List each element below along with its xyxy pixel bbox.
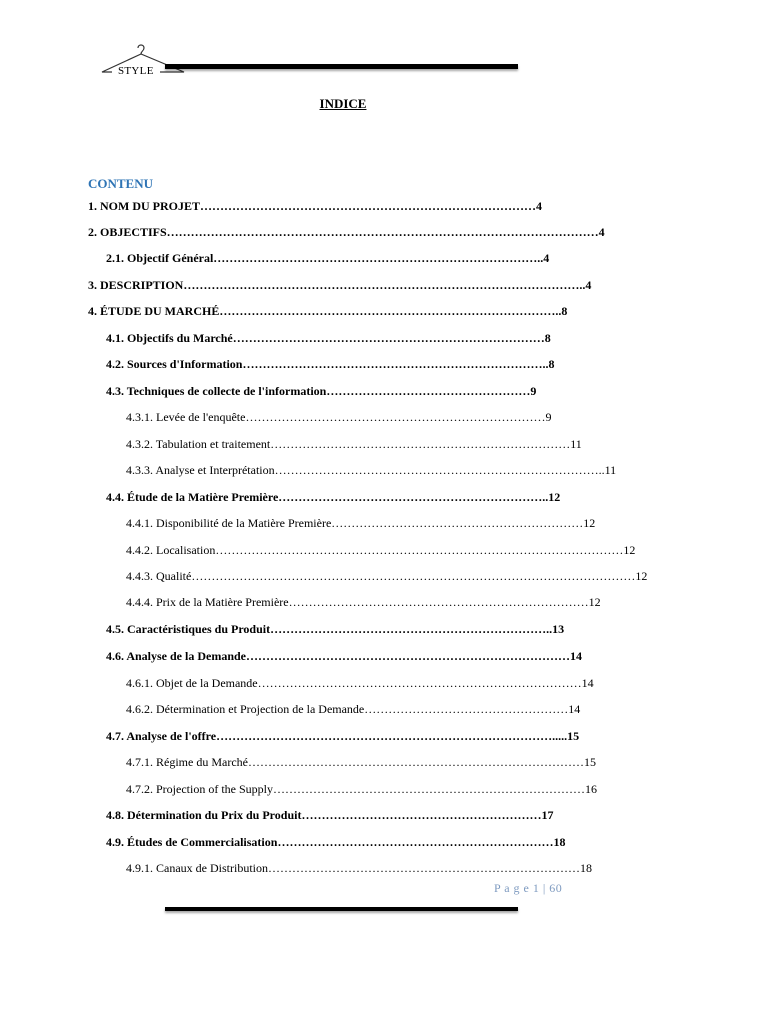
toc-entry[interactable]: 4.3.2. Tabulation et traitement…………………………………………………………………11 bbox=[126, 437, 582, 451]
logo-text: STYLE bbox=[118, 65, 154, 77]
footer-rule bbox=[165, 907, 518, 911]
toc-entry[interactable]: 4.4.1. Disponibilité de la Matière Première………………………………………………………12 bbox=[126, 516, 596, 530]
toc-entry[interactable]: 4.9.1. Canaux de Distribution……………………………………………………………………18 bbox=[126, 861, 592, 875]
toc-heading: CONTENU bbox=[88, 176, 154, 191]
toc-entry[interactable]: 2. OBJECTIFS………………………………………………………………………………………………4 bbox=[88, 225, 605, 239]
toc-entry[interactable]: 4.6.2. Détermination et Projection de la Demande……………………………………………14 bbox=[126, 702, 581, 716]
toc-entry[interactable]: 4.7.1. Régime du Marché…………………………………………………………………………15 bbox=[126, 755, 596, 769]
toc-entry[interactable]: 4.4.2. Localisation…………………………………………………………………………………………12 bbox=[126, 543, 636, 557]
toc-entry[interactable]: 4.3.1. Levée de l'enquête…………………………………………………………………9 bbox=[126, 410, 552, 424]
toc-entry[interactable]: 4. ÉTUDE DU MARCHÉ…………………………………………………………………………..8 bbox=[88, 304, 568, 318]
toc-entry[interactable]: 4.5. Caractéristiques du Produit……………………………………………………………..13 bbox=[106, 622, 565, 636]
toc-entry[interactable]: 4.7.2. Projection of the Supply……………………………………………………………………16 bbox=[126, 782, 597, 796]
toc-entry[interactable]: 4.9. Études de Commercialisation……………………………………………………………18 bbox=[106, 835, 566, 849]
toc-entry[interactable]: 1. NOM DU PROJET…………………………………………………………………………4 bbox=[88, 199, 542, 213]
toc-entry[interactable]: 4.1. Objectifs du Marché……………………………………………………………………8 bbox=[106, 331, 551, 345]
toc-entry[interactable]: 4.4.3. Qualité…………………………………………………………………………………………………12 bbox=[126, 569, 648, 583]
page-number: P a g e 1 | 60 bbox=[494, 881, 563, 895]
toc-entry[interactable]: 4.3.3. Analyse et Interprétation………………………………………………………………………..11 bbox=[126, 463, 617, 477]
toc-entry[interactable]: 4.7. Analyse de l'offre………………………………………………………………………….....15 bbox=[106, 729, 580, 743]
toc-entry[interactable]: 4.6.1. Objet de la Demande………………………………………………………………………14 bbox=[126, 676, 594, 690]
toc-entry[interactable]: 3. DESCRIPTION………………………………………………………………………………………..4 bbox=[88, 278, 592, 292]
toc-entry[interactable]: 2.1. Objectif Général………………………………………………………………………..4 bbox=[106, 251, 550, 265]
toc-entry[interactable]: 4.8. Détermination du Prix du Produit……………………………………………………17 bbox=[106, 808, 554, 822]
toc-entry[interactable]: 4.4. Étude de la Matière Première…………………………………………………………..12 bbox=[106, 490, 561, 504]
header-rule bbox=[165, 64, 518, 69]
toc-entry[interactable]: 4.3. Techniques de collecte de l'information……………………………………………9 bbox=[106, 384, 537, 398]
toc-entry[interactable]: 4.4.4. Prix de la Matière Première…………………………………………………………………12 bbox=[126, 595, 601, 609]
toc-entry[interactable]: 4.2. Sources d'Information…………………………………………………………………..8 bbox=[106, 357, 555, 371]
hanger-logo bbox=[98, 36, 188, 82]
toc-entry[interactable]: 4.6. Analyse de la Demande………………………………………………………………………14 bbox=[106, 649, 583, 663]
page-title: INDICE bbox=[319, 96, 367, 111]
